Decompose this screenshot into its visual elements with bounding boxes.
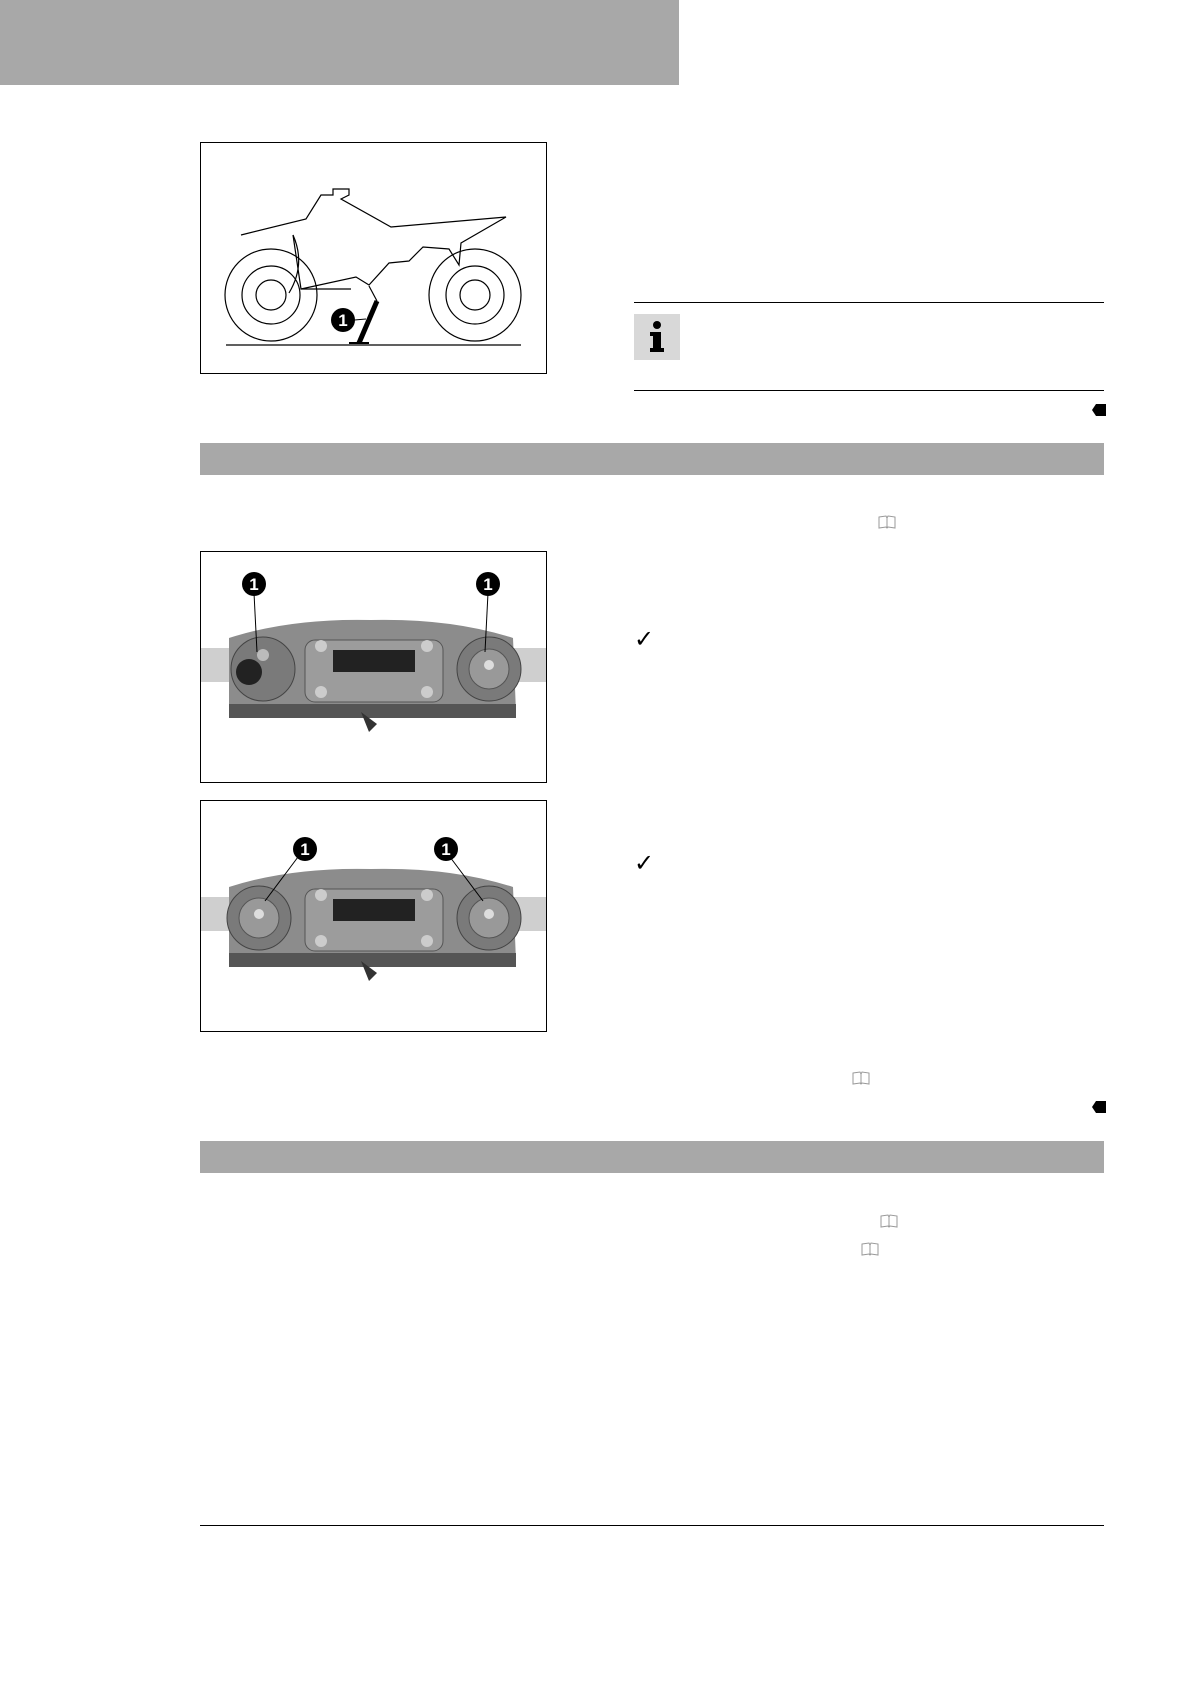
handlebar-figure-1 — [200, 551, 547, 783]
callout-1-label: 1 — [441, 840, 451, 859]
info-icon — [634, 314, 680, 360]
callout-1-label: 1 — [483, 575, 493, 594]
handlebar-clamp-drawing — [201, 552, 546, 782]
info-bottom-rule — [634, 390, 1104, 391]
section-heading-bar — [200, 1141, 1104, 1173]
callout-1-label: 1 — [338, 311, 348, 330]
check-mark-icon: ✓ — [634, 849, 655, 877]
callout-1-label: 1 — [300, 840, 310, 859]
page-header-bar — [0, 0, 679, 85]
info-top-rule — [634, 302, 1104, 303]
book-reference-icon — [852, 1071, 870, 1085]
section-heading-bar — [200, 443, 1104, 475]
end-marker-icon — [1092, 404, 1106, 416]
footer-rule — [200, 1525, 1104, 1526]
book-reference-icon — [861, 1242, 879, 1256]
stand-figure — [200, 142, 547, 374]
book-reference-icon — [880, 1214, 898, 1228]
book-reference-icon — [878, 515, 896, 529]
motorcycle-drawing — [201, 143, 546, 373]
handlebar-figure-2 — [200, 800, 547, 1032]
callout-1-label: 1 — [249, 575, 259, 594]
handlebar-clamp-drawing — [201, 801, 546, 1031]
end-marker-icon — [1092, 1101, 1106, 1113]
check-mark-icon: ✓ — [634, 625, 655, 653]
